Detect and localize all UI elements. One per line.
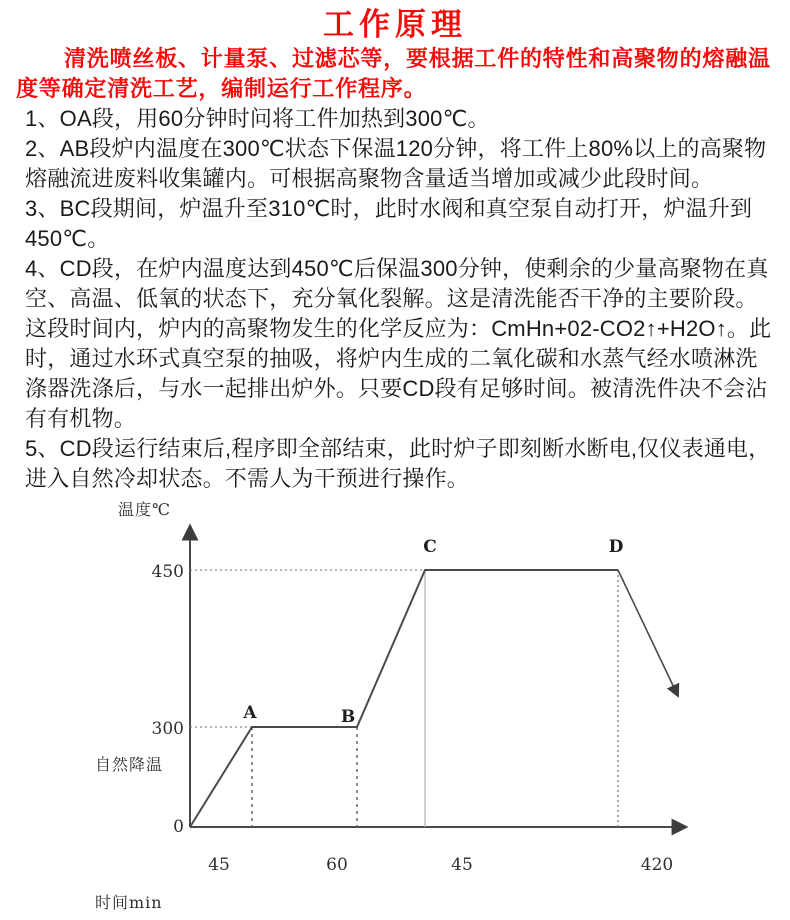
point-label-c: C [423,537,437,557]
temperature-curve [190,570,618,827]
body-line-9: 时，通过水环式真空泵的抽吸，将炉内生成的二氧化碳和水蒸气经水喷淋洗 [25,346,758,371]
intro-line: 度等确定清洗工艺，编制运行工作程序。 [16,76,427,101]
y-tick-450: 450 [151,562,184,582]
x-axis-label: 时间min [95,893,163,912]
body-line-13: 进入自然冷却状态。不需人为干预进行操作。 [25,466,470,491]
y-tick-300: 300 [151,719,184,739]
point-label-a: A [243,703,257,723]
cooling-arrow [618,570,678,696]
body-line-11: 有有机物。 [25,406,137,431]
x-label-45b: 45 [451,855,473,875]
x-label-60: 60 [326,855,348,875]
body-line-7: 空、高温、低氧的状态下，充分氧化裂解。这是清洗能否干净的主要阶段。 [25,286,758,311]
body-line-8: 这段时间内，炉内的高聚物发生的化学反应为：CmHn+02-CO2↑+H2O↑。此 [25,316,772,341]
point-label-b: B [340,707,356,727]
body-line-3: 熔融流进废料收集罐内。可根据高聚物含量适当增加或减少此段时间。 [25,166,714,191]
document-text [0,6,790,494]
temperature-time-chart [0,488,790,920]
body-line-2: 2、AB段炉内温度在300℃状态下保温120分钟，将工件上80%以上的高聚物 [25,136,767,161]
body-line-12: 5、CD段运行结束后,程序即全部结束，此时炉子即刻断水断电,仅仪表通电， [25,436,771,461]
body-line-5: 450℃。 [25,226,110,251]
y-tick-0: 0 [173,817,184,837]
page-title: 工作原理 [323,7,467,42]
body-line-4: 3、BC段期间，炉温升至310℃时，此时水阀和真空泵自动打开，炉温升到 [25,196,753,221]
natural-cooling-label: 自然降温 [95,755,164,774]
point-label-d: D [608,537,624,557]
body-line-1: 1、OA段，用60分钟时问将工件加热到300℃。 [25,106,490,131]
body-line-10: 涤器洗涤后，与水一起排出炉外。只要CD段有足够时间。被清洗件决不会沾 [25,376,768,401]
y-axis-label: 温度℃ [118,500,171,519]
intro-line: 清洗喷丝板、计量泵、过滤芯等，要根据工件的特性和高聚物的熔融温 [64,46,771,71]
x-label-45a: 45 [208,855,230,875]
body-line-6: 4、CD段，在炉内温度达到450℃后保温300分钟，使剩余的少量高聚物在真 [25,256,769,281]
x-label-420: 420 [640,855,674,875]
